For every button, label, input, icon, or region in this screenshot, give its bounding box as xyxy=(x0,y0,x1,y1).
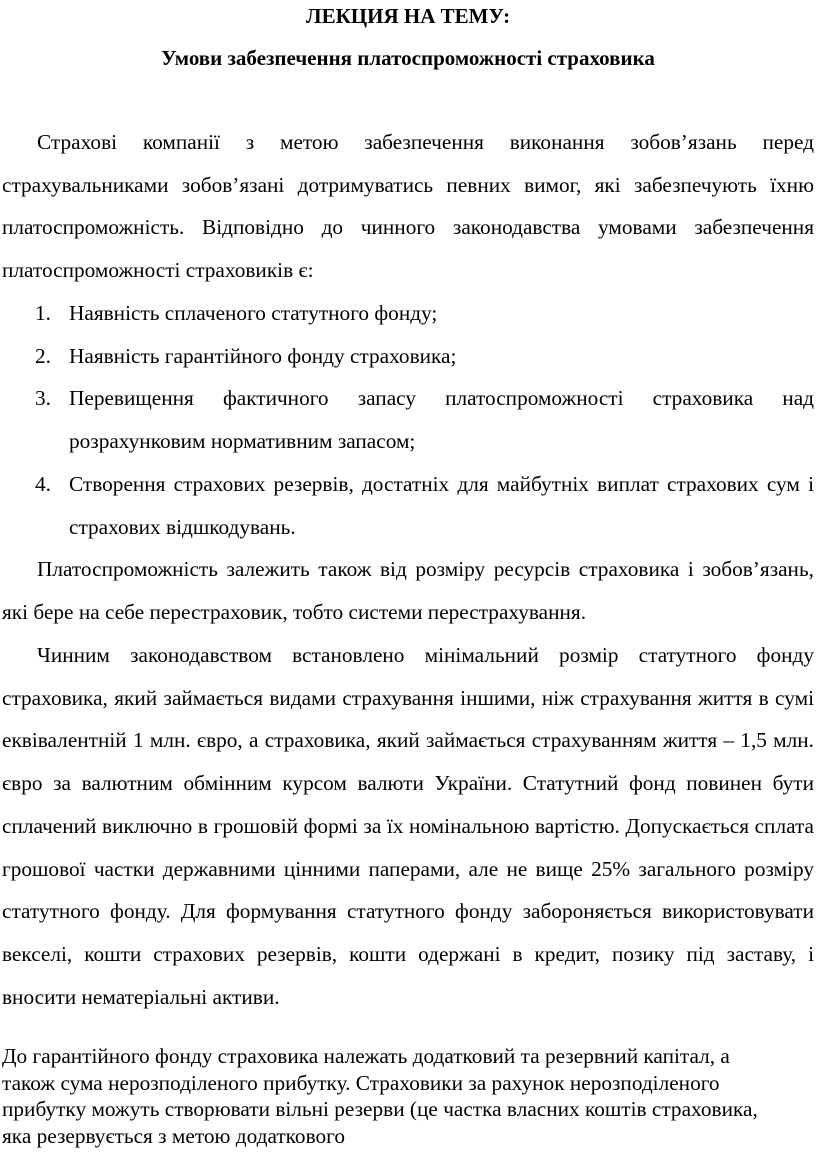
paragraph-intro: Страхові компанії з метою забезпечення виконання зобов’язань перед страхувальниками зобов’язані дотримуватись певних вимог, які забезпечують їхню платоспроможність. Відповідно до чинного законодавства умовами забезпечення платоспроможності страховиків є: xyxy=(2,130,814,283)
list-item xyxy=(35,335,814,378)
list-item-number: 1. xyxy=(35,301,51,325)
paragraph-statutory-fund: Чинним законодавством встановлено мінімальний розмір статутного фонду страховика, який займається видами страхування іншими, ніж страхування життя в сумі еквівалентній 1 млн. євро, а страховика, який займається страхуванням життя – 1,5 млн. євро за валютним обмінним курсом валюти України. Статутний фонд повинен бути сплачений виключно в грошовій формі за їх номінальною вартістю. Допускається сплата грошової частки державними цінними паперами, але не вище 25% загального розміру статутного фонду. Для формування статутного фонду забороняється використовувати векселі, кошти страхових резервів, кошти одержані в кредит, позику під заставу, і вносити нематеріальні активи. xyxy=(2,643,814,1009)
paragraph-guarantee-fund: До гарантійного фонду страховика належать додатковий та резервний капітал, а також сума нерозподіленого прибутку. Страховики за рахунок нерозподіленого прибутку можуть створювати вільні резерви (це частка власних коштів страховика, яка резервується з метою додаткового xyxy=(2,1044,758,1148)
list-item-number: 3. xyxy=(35,386,51,411)
list-item-text: Наявність сплаченого статутного фонду; xyxy=(69,301,438,325)
list-item-text: Наявність гарантійного фонду страховика; xyxy=(69,343,457,368)
list-item-text: Перевищення фактичного запасу платоспроможності страховика над розрахунковим нормативним запасом; xyxy=(69,386,814,454)
document-title: ЛЕКЦИЯ НА ТЕМУ: xyxy=(305,4,511,28)
list-item-number: 2. xyxy=(35,343,51,368)
document-subtitle: Умови забезпечення платоспроможності страховика xyxy=(161,46,655,70)
list-item xyxy=(35,292,814,335)
conditions-list xyxy=(35,292,814,548)
list-item xyxy=(35,377,814,462)
list-item-number: 4. xyxy=(35,471,51,496)
list-item xyxy=(35,463,814,548)
list-item-text: Створення страхових резервів, достатніх для майбутніх виплат страхових сум і страхових відшкодувань. xyxy=(69,471,814,539)
paragraph-reinsurance: Платоспроможність залежить також від розміру ресурсів страховика і зобов’язань, які бере на себе перестраховик, тобто системи перестрахування. xyxy=(2,557,814,624)
